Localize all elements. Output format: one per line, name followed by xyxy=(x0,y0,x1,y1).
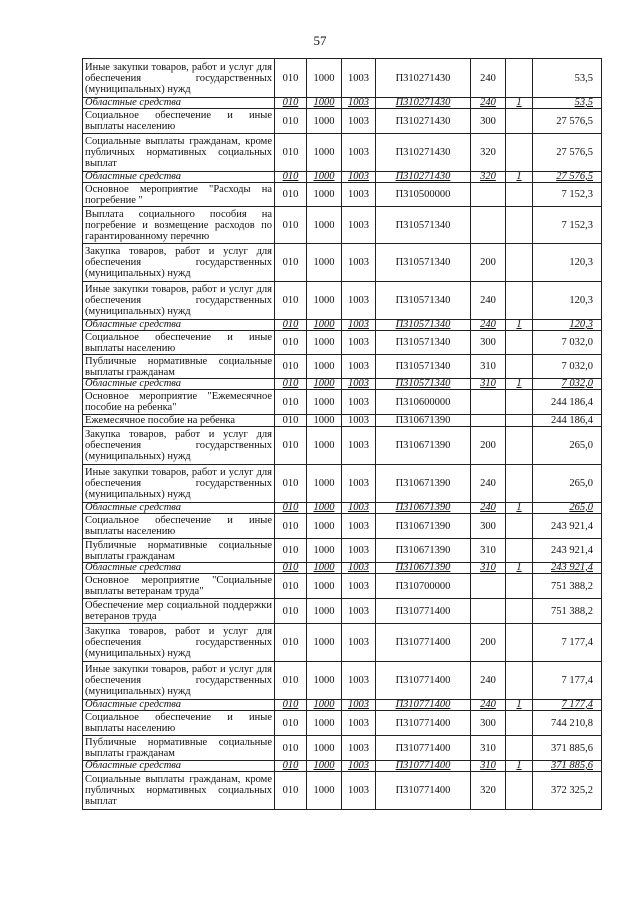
ministry-code-cell: 010 xyxy=(275,772,307,810)
amount-cell: 244 186,4 xyxy=(533,390,602,415)
ministry-code-cell: 010 xyxy=(275,183,307,207)
subsection-code-cell: 1003 xyxy=(342,355,376,379)
section-code-cell: 1000 xyxy=(307,711,342,736)
expense-type-cell: 310 xyxy=(471,761,506,772)
table-row xyxy=(83,390,602,415)
ministry-code-cell: 010 xyxy=(275,415,307,427)
subsection-code-cell: 1003 xyxy=(342,700,376,711)
amount-cell: 27 576,5 xyxy=(533,172,602,183)
section-code-cell: 1000 xyxy=(307,109,342,134)
row-name-cell: Основное мероприятие "Ежемесячное пособие на ребенка" xyxy=(83,390,275,415)
expense-type-cell: 240 xyxy=(471,662,506,700)
target-article-cell: П310271430 xyxy=(376,172,471,183)
ministry-code-cell: 010 xyxy=(275,134,307,172)
section-code-cell: 1000 xyxy=(307,736,342,761)
subsection-code-cell: 1003 xyxy=(342,624,376,662)
row-name-cell: Основное мероприятие "Расходы на погребение " xyxy=(83,183,275,207)
expense-type-cell xyxy=(471,207,506,244)
amount-cell: 7 032,0 xyxy=(533,331,602,355)
subsection-code-cell: 1003 xyxy=(342,514,376,539)
row-name-cell: Областные средства xyxy=(83,700,275,711)
funding-source-cell: 1 xyxy=(506,98,533,109)
table-row xyxy=(83,427,602,465)
amount-cell: 7 177,4 xyxy=(533,700,602,711)
row-name-cell: Областные средства xyxy=(83,563,275,574)
funding-source-cell xyxy=(506,539,533,563)
section-code-cell: 1000 xyxy=(307,761,342,772)
funding-source-cell xyxy=(506,624,533,662)
section-code-cell: 1000 xyxy=(307,98,342,109)
ministry-code-cell: 010 xyxy=(275,503,307,514)
ministry-code-cell: 010 xyxy=(275,207,307,244)
funding-source-cell: 1 xyxy=(506,503,533,514)
table-row xyxy=(83,465,602,503)
subsection-code-cell: 1003 xyxy=(342,427,376,465)
table-row xyxy=(83,415,602,427)
funding-source-cell xyxy=(506,574,533,599)
row-name-cell: Областные средства xyxy=(83,320,275,331)
amount-cell: 243 921,4 xyxy=(533,514,602,539)
section-code-cell: 1000 xyxy=(307,320,342,331)
amount-cell: 7 152,3 xyxy=(533,183,602,207)
subsection-code-cell: 1003 xyxy=(342,662,376,700)
target-article-cell: П310671390 xyxy=(376,465,471,503)
amount-cell: 371 885,6 xyxy=(533,761,602,772)
ministry-code-cell: 010 xyxy=(275,514,307,539)
ministry-code-cell: 010 xyxy=(275,563,307,574)
funding-source-cell xyxy=(506,465,533,503)
amount-cell: 120,3 xyxy=(533,282,602,320)
ministry-code-cell: 010 xyxy=(275,331,307,355)
amount-cell: 53,5 xyxy=(533,98,602,109)
target-article-cell: П310671390 xyxy=(376,427,471,465)
subsection-code-cell: 1003 xyxy=(342,379,376,390)
ministry-code-cell: 010 xyxy=(275,320,307,331)
row-name-cell: Областные средства xyxy=(83,98,275,109)
expense-type-cell xyxy=(471,390,506,415)
table-row-regional-funds xyxy=(83,172,602,183)
table-row-regional-funds xyxy=(83,98,602,109)
funding-source-cell: 1 xyxy=(506,320,533,331)
section-code-cell: 1000 xyxy=(307,539,342,563)
ministry-code-cell: 010 xyxy=(275,355,307,379)
funding-source-cell xyxy=(506,59,533,98)
row-name-cell: Иные закупки товаров, работ и услуг для обеспечения государственных (муниципальных) нужд xyxy=(83,282,275,320)
table-row xyxy=(83,244,602,282)
row-name-cell: Областные средства xyxy=(83,379,275,390)
funding-source-cell xyxy=(506,427,533,465)
expense-type-cell: 310 xyxy=(471,736,506,761)
section-code-cell: 1000 xyxy=(307,465,342,503)
target-article-cell: П310571340 xyxy=(376,282,471,320)
expense-type-cell: 310 xyxy=(471,355,506,379)
target-article-cell: П310271430 xyxy=(376,134,471,172)
subsection-code-cell: 1003 xyxy=(342,563,376,574)
ministry-code-cell: 010 xyxy=(275,379,307,390)
row-name-cell: Закупка товаров, работ и услуг для обеспечения государственных (муниципальных) нужд xyxy=(83,624,275,662)
subsection-code-cell: 1003 xyxy=(342,331,376,355)
ministry-code-cell: 010 xyxy=(275,574,307,599)
amount-cell: 371 885,6 xyxy=(533,736,602,761)
expense-type-cell: 240 xyxy=(471,700,506,711)
row-name-cell: Публичные нормативные социальные выплаты гражданам xyxy=(83,736,275,761)
subsection-code-cell: 1003 xyxy=(342,320,376,331)
ministry-code-cell: 010 xyxy=(275,761,307,772)
section-code-cell: 1000 xyxy=(307,772,342,810)
table-row-regional-funds xyxy=(83,563,602,574)
target-article-cell: П310700000 xyxy=(376,574,471,599)
target-article-cell: П310571340 xyxy=(376,379,471,390)
ministry-code-cell: 010 xyxy=(275,109,307,134)
row-name-cell: Закупка товаров, работ и услуг для обеспечения государственных (муниципальных) нужд xyxy=(83,244,275,282)
funding-source-cell: 1 xyxy=(506,379,533,390)
section-code-cell: 1000 xyxy=(307,355,342,379)
table-row-regional-funds xyxy=(83,761,602,772)
table-row xyxy=(83,514,602,539)
funding-source-cell: 1 xyxy=(506,563,533,574)
row-name-cell: Социальное обеспечение и иные выплаты населению xyxy=(83,331,275,355)
expense-type-cell: 240 xyxy=(471,320,506,331)
funding-source-cell xyxy=(506,415,533,427)
table-row xyxy=(83,282,602,320)
row-name-cell: Обеспечение мер социальной поддержки ветеранов труда xyxy=(83,599,275,624)
row-name-cell: Социальные выплаты гражданам, кроме публичных нормативных социальных выплат xyxy=(83,134,275,172)
subsection-code-cell: 1003 xyxy=(342,207,376,244)
section-code-cell: 1000 xyxy=(307,244,342,282)
subsection-code-cell: 1003 xyxy=(342,761,376,772)
section-code-cell: 1000 xyxy=(307,503,342,514)
section-code-cell: 1000 xyxy=(307,282,342,320)
section-code-cell: 1000 xyxy=(307,415,342,427)
expense-type-cell: 320 xyxy=(471,172,506,183)
row-name-cell: Областные средства xyxy=(83,172,275,183)
table-row xyxy=(83,599,602,624)
subsection-code-cell: 1003 xyxy=(342,244,376,282)
table-row xyxy=(83,539,602,563)
row-name-cell: Иные закупки товаров, работ и услуг для обеспечения государственных (муниципальных) нужд xyxy=(83,59,275,98)
expense-type-cell xyxy=(471,183,506,207)
amount-cell: 7 177,4 xyxy=(533,624,602,662)
target-article-cell: П310571340 xyxy=(376,355,471,379)
table-row-regional-funds xyxy=(83,503,602,514)
row-name-cell: Социальное обеспечение и иные выплаты населению xyxy=(83,109,275,134)
amount-cell: 265,0 xyxy=(533,503,602,514)
row-name-cell: Закупка товаров, работ и услуг для обеспечения государственных (муниципальных) нужд xyxy=(83,427,275,465)
amount-cell: 120,3 xyxy=(533,244,602,282)
table-row-regional-funds xyxy=(83,700,602,711)
subsection-code-cell: 1003 xyxy=(342,59,376,98)
amount-cell: 243 921,4 xyxy=(533,563,602,574)
subsection-code-cell: 1003 xyxy=(342,599,376,624)
page-number: 57 xyxy=(313,33,327,48)
section-code-cell: 1000 xyxy=(307,599,342,624)
row-name-cell: Основное мероприятие "Социальные выплаты ветеранам труда" xyxy=(83,574,275,599)
funding-source-cell xyxy=(506,244,533,282)
row-name-cell: Выплата социального пособия на погребение и возмещение расходов по гарантированному перечню xyxy=(83,207,275,244)
subsection-code-cell: 1003 xyxy=(342,415,376,427)
amount-cell: 53,5 xyxy=(533,59,602,98)
amount-cell: 7 032,0 xyxy=(533,379,602,390)
section-code-cell: 1000 xyxy=(307,379,342,390)
target-article-cell: П310500000 xyxy=(376,183,471,207)
table-row xyxy=(83,59,602,98)
row-name-cell: Публичные нормативные социальные выплаты гражданам xyxy=(83,539,275,563)
row-name-cell: Иные закупки товаров, работ и услуг для обеспечения государственных (муниципальных) нужд xyxy=(83,662,275,700)
funding-source-cell xyxy=(506,514,533,539)
amount-cell: 751 388,2 xyxy=(533,574,602,599)
target-article-cell: П310771400 xyxy=(376,624,471,662)
amount-cell: 7 177,4 xyxy=(533,662,602,700)
table-row-regional-funds xyxy=(83,379,602,390)
ministry-code-cell: 010 xyxy=(275,539,307,563)
section-code-cell: 1000 xyxy=(307,624,342,662)
ministry-code-cell: 010 xyxy=(275,427,307,465)
amount-cell: 120,3 xyxy=(533,320,602,331)
expense-type-cell: 200 xyxy=(471,427,506,465)
amount-cell: 265,0 xyxy=(533,427,602,465)
row-name-cell: Социальные выплаты гражданам, кроме публичных нормативных социальных выплат xyxy=(83,772,275,810)
amount-cell: 244 186,4 xyxy=(533,415,602,427)
ministry-code-cell: 010 xyxy=(275,711,307,736)
funding-source-cell xyxy=(506,134,533,172)
subsection-code-cell: 1003 xyxy=(342,465,376,503)
ministry-code-cell: 010 xyxy=(275,98,307,109)
table-row xyxy=(83,662,602,700)
table-row xyxy=(83,331,602,355)
section-code-cell: 1000 xyxy=(307,514,342,539)
target-article-cell: П310671390 xyxy=(376,503,471,514)
ministry-code-cell: 010 xyxy=(275,282,307,320)
target-article-cell: П310271430 xyxy=(376,98,471,109)
section-code-cell: 1000 xyxy=(307,134,342,172)
amount-cell: 751 388,2 xyxy=(533,599,602,624)
section-code-cell: 1000 xyxy=(307,700,342,711)
ministry-code-cell: 010 xyxy=(275,465,307,503)
row-name-cell: Областные средства xyxy=(83,503,275,514)
section-code-cell: 1000 xyxy=(307,574,342,599)
expense-type-cell: 240 xyxy=(471,465,506,503)
ministry-code-cell: 010 xyxy=(275,59,307,98)
funding-source-cell xyxy=(506,331,533,355)
target-article-cell: П310771400 xyxy=(376,599,471,624)
subsection-code-cell: 1003 xyxy=(342,772,376,810)
subsection-code-cell: 1003 xyxy=(342,390,376,415)
target-article-cell: П310671390 xyxy=(376,514,471,539)
funding-source-cell: 1 xyxy=(506,172,533,183)
expense-type-cell: 240 xyxy=(471,59,506,98)
target-article-cell: П310771400 xyxy=(376,761,471,772)
funding-source-cell xyxy=(506,207,533,244)
subsection-code-cell: 1003 xyxy=(342,98,376,109)
expense-type-cell: 300 xyxy=(471,331,506,355)
table-row xyxy=(83,109,602,134)
expense-type-cell xyxy=(471,574,506,599)
funding-source-cell xyxy=(506,599,533,624)
section-code-cell: 1000 xyxy=(307,662,342,700)
expense-type-cell: 310 xyxy=(471,379,506,390)
expense-type-cell: 310 xyxy=(471,563,506,574)
amount-cell: 27 576,5 xyxy=(533,109,602,134)
section-code-cell: 1000 xyxy=(307,183,342,207)
target-article-cell: П310671390 xyxy=(376,539,471,563)
ministry-code-cell: 010 xyxy=(275,172,307,183)
amount-cell: 7 152,3 xyxy=(533,207,602,244)
amount-cell: 265,0 xyxy=(533,465,602,503)
section-code-cell: 1000 xyxy=(307,172,342,183)
expense-type-cell xyxy=(471,415,506,427)
subsection-code-cell: 1003 xyxy=(342,539,376,563)
budget-table xyxy=(82,58,602,810)
subsection-code-cell: 1003 xyxy=(342,282,376,320)
funding-source-cell xyxy=(506,662,533,700)
expense-type-cell: 310 xyxy=(471,539,506,563)
subsection-code-cell: 1003 xyxy=(342,134,376,172)
table-row xyxy=(83,574,602,599)
target-article-cell: П310771400 xyxy=(376,711,471,736)
section-code-cell: 1000 xyxy=(307,207,342,244)
target-article-cell: П310271430 xyxy=(376,109,471,134)
table-body xyxy=(83,59,602,810)
amount-cell: 27 576,5 xyxy=(533,134,602,172)
expense-type-cell: 320 xyxy=(471,134,506,172)
table-row xyxy=(83,736,602,761)
section-code-cell: 1000 xyxy=(307,59,342,98)
ministry-code-cell: 010 xyxy=(275,736,307,761)
subsection-code-cell: 1003 xyxy=(342,183,376,207)
ministry-code-cell: 010 xyxy=(275,624,307,662)
amount-cell: 7 032,0 xyxy=(533,355,602,379)
expense-type-cell: 200 xyxy=(471,244,506,282)
row-name-cell: Социальное обеспечение и иные выплаты населению xyxy=(83,711,275,736)
row-name-cell: Областные средства xyxy=(83,761,275,772)
expense-type-cell: 320 xyxy=(471,772,506,810)
expense-type-cell: 240 xyxy=(471,503,506,514)
target-article-cell: П310600000 xyxy=(376,390,471,415)
funding-source-cell xyxy=(506,736,533,761)
table-row xyxy=(83,207,602,244)
target-article-cell: П310671390 xyxy=(376,563,471,574)
expense-type-cell: 240 xyxy=(471,282,506,320)
ministry-code-cell: 010 xyxy=(275,390,307,415)
funding-source-cell: 1 xyxy=(506,761,533,772)
target-article-cell: П310271430 xyxy=(376,59,471,98)
subsection-code-cell: 1003 xyxy=(342,172,376,183)
target-article-cell: П310571340 xyxy=(376,207,471,244)
row-name-cell: Публичные нормативные социальные выплаты гражданам xyxy=(83,355,275,379)
expense-type-cell: 300 xyxy=(471,109,506,134)
ministry-code-cell: 010 xyxy=(275,700,307,711)
target-article-cell: П310771400 xyxy=(376,736,471,761)
target-article-cell: П310771400 xyxy=(376,700,471,711)
subsection-code-cell: 1003 xyxy=(342,109,376,134)
expense-type-cell xyxy=(471,599,506,624)
ministry-code-cell: 010 xyxy=(275,244,307,282)
row-name-cell: Социальное обеспечение и иные выплаты населению xyxy=(83,514,275,539)
row-name-cell: Ежемесячное пособие на ребенка xyxy=(83,415,275,427)
target-article-cell: П310571340 xyxy=(376,320,471,331)
section-code-cell: 1000 xyxy=(307,390,342,415)
ministry-code-cell: 010 xyxy=(275,599,307,624)
section-code-cell: 1000 xyxy=(307,331,342,355)
funding-source-cell xyxy=(506,282,533,320)
target-article-cell: П310771400 xyxy=(376,662,471,700)
funding-source-cell xyxy=(506,711,533,736)
funding-source-cell xyxy=(506,390,533,415)
ministry-code-cell: 010 xyxy=(275,662,307,700)
table-row xyxy=(83,355,602,379)
table-row xyxy=(83,711,602,736)
amount-cell: 372 325,2 xyxy=(533,772,602,810)
subsection-code-cell: 1003 xyxy=(342,736,376,761)
expense-type-cell: 240 xyxy=(471,98,506,109)
subsection-code-cell: 1003 xyxy=(342,574,376,599)
target-article-cell: П310771400 xyxy=(376,772,471,810)
expense-type-cell: 200 xyxy=(471,624,506,662)
amount-cell: 744 210,8 xyxy=(533,711,602,736)
table-row xyxy=(83,183,602,207)
funding-source-cell: 1 xyxy=(506,700,533,711)
section-code-cell: 1000 xyxy=(307,427,342,465)
target-article-cell: П310571340 xyxy=(376,331,471,355)
amount-cell: 243 921,4 xyxy=(533,539,602,563)
row-name-cell: Иные закупки товаров, работ и услуг для обеспечения государственных (муниципальных) нужд xyxy=(83,465,275,503)
funding-source-cell xyxy=(506,109,533,134)
expense-type-cell: 300 xyxy=(471,514,506,539)
expense-type-cell: 300 xyxy=(471,711,506,736)
target-article-cell: П310571340 xyxy=(376,244,471,282)
section-code-cell: 1000 xyxy=(307,563,342,574)
funding-source-cell xyxy=(506,772,533,810)
table-row xyxy=(83,772,602,810)
target-article-cell: П310671390 xyxy=(376,415,471,427)
table-row xyxy=(83,624,602,662)
table-row-regional-funds xyxy=(83,320,602,331)
table-row xyxy=(83,134,602,172)
funding-source-cell xyxy=(506,355,533,379)
funding-source-cell xyxy=(506,183,533,207)
subsection-code-cell: 1003 xyxy=(342,711,376,736)
subsection-code-cell: 1003 xyxy=(342,503,376,514)
